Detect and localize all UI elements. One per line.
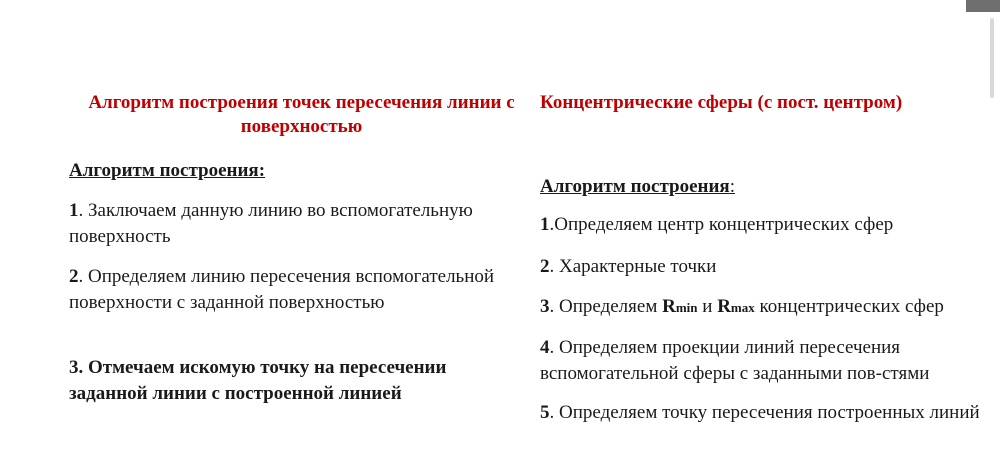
step-number: 3 <box>69 357 79 378</box>
top-bar <box>966 0 1000 12</box>
step-text: . Заключаем данную линию во вспомогательную поверхность <box>69 200 473 247</box>
step-number: 5 <box>540 402 550 423</box>
step-text: . Определяем точку пересечения построенных линий <box>549 402 980 423</box>
step-number: 3 <box>540 296 550 317</box>
rmax-subscript: max <box>730 300 755 315</box>
left-heading: Алгоритм построения: <box>69 160 266 181</box>
right-heading <box>540 175 735 199</box>
step-number: 2 <box>540 256 550 277</box>
left-title: Алгоритм построения точек пересечения линии с поверхностью <box>88 92 515 137</box>
step-number: 1 <box>540 214 550 235</box>
rmin-letter: R <box>662 296 676 317</box>
step-text-after: концентрических сфер <box>754 296 944 317</box>
right-heading-text: Алгоритм построения <box>540 176 730 197</box>
step-text: . Определяем линию пересечения вспомогательной поверхности с заданной поверхностью <box>69 266 495 313</box>
rmin-subscript: min <box>675 300 698 315</box>
left-step-2 <box>69 264 499 316</box>
step-text: .Определяем центр концентрических сфер <box>549 214 894 235</box>
rmax-letter: R <box>717 296 731 317</box>
right-heading-colon: : <box>729 176 735 197</box>
step-text: . Отмечаем искомую точку на пересечении заданной линии с построенной линией <box>69 357 447 404</box>
right-step-2 <box>540 254 1000 280</box>
left-step-3 <box>69 355 519 407</box>
right-step-5 <box>540 400 1000 426</box>
step-text: . Характерные точки <box>549 256 717 277</box>
step-text: . Определяем <box>549 296 663 317</box>
right-step-4 <box>540 335 1000 387</box>
step-text: . Определяем проекции линий пересечения вспомогательной сферы с заданными пов-стями <box>540 337 930 384</box>
step-number: 1 <box>69 200 79 221</box>
right-step-1 <box>540 212 1000 238</box>
right-title: Концентрические сферы (с пост. центром) <box>540 92 903 113</box>
step-number: 4 <box>540 337 550 358</box>
and-text: и <box>697 296 718 317</box>
right-step-3 <box>540 294 1000 321</box>
left-step-1 <box>69 198 489 250</box>
scrollbar[interactable] <box>990 18 994 98</box>
step-number: 2 <box>69 266 79 287</box>
